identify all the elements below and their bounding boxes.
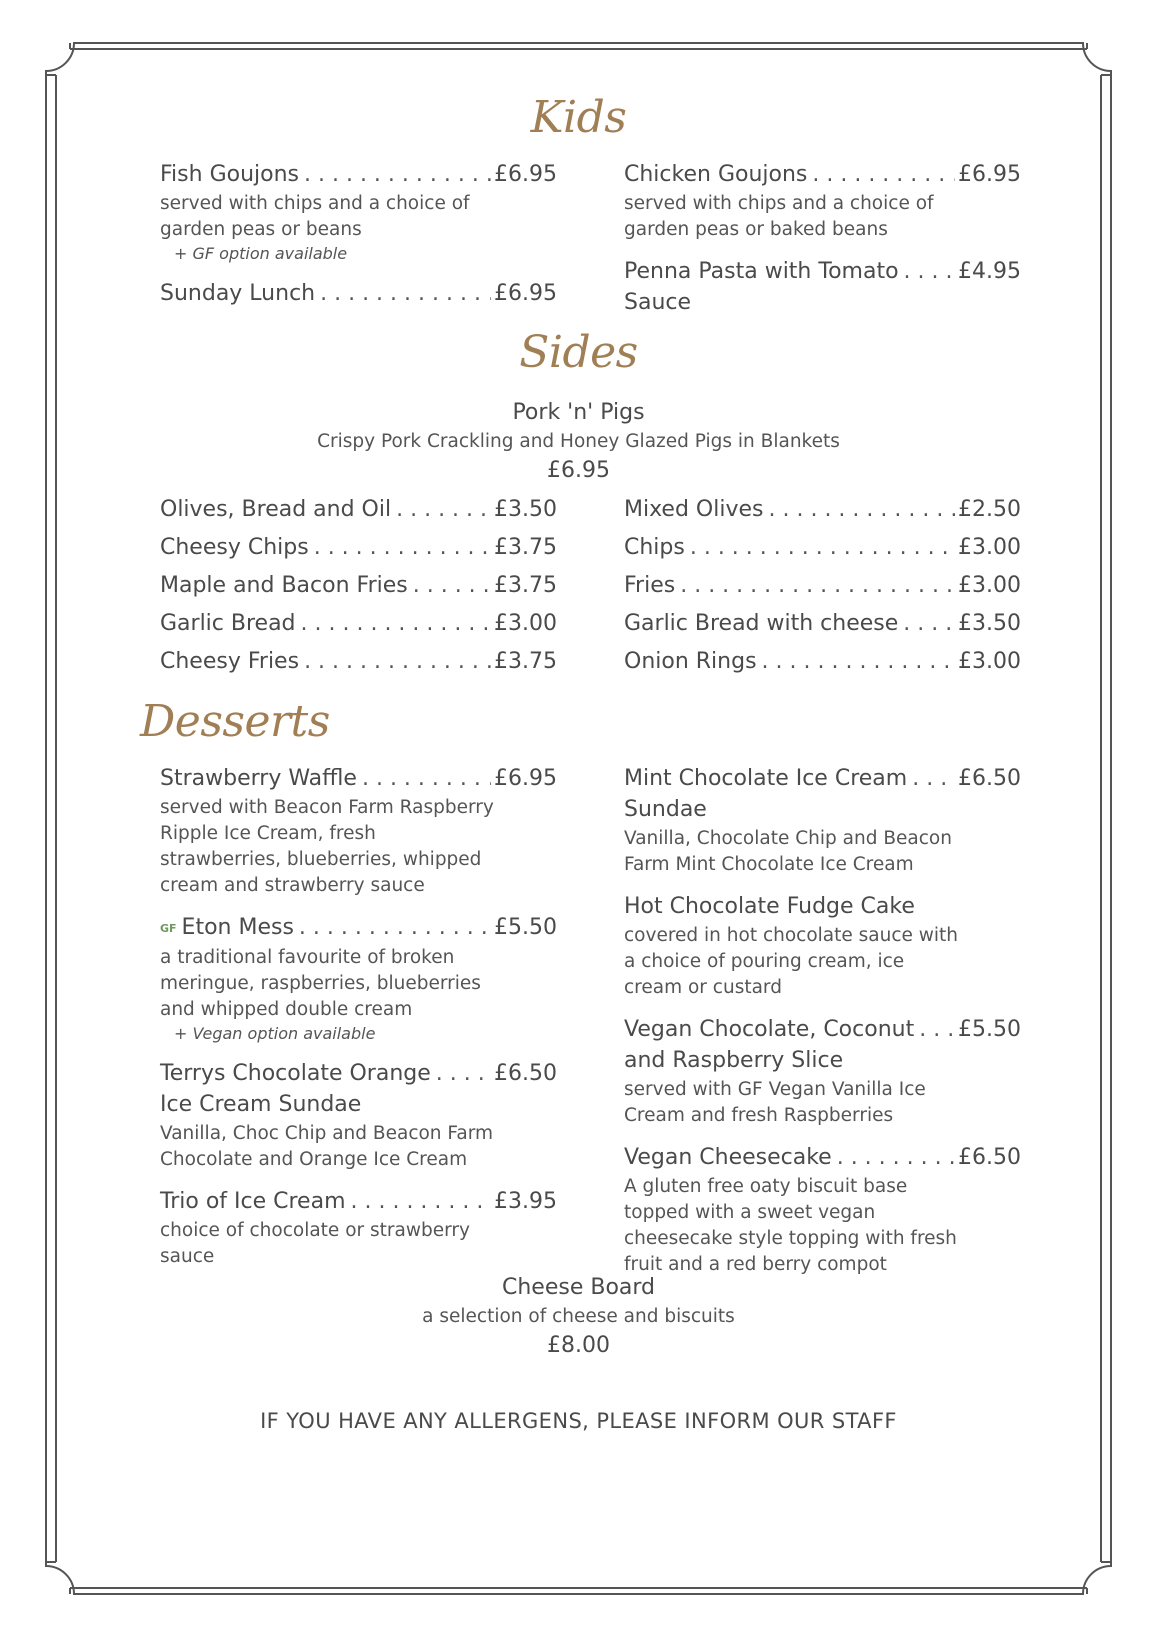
item-description: served with GF Vegan Vanilla Ice Cream and fresh Raspberries bbox=[624, 1079, 926, 1126]
item-name: Sunday Lunch bbox=[160, 281, 316, 306]
item-note: + Vegan option available bbox=[174, 1024, 376, 1043]
item-name: Maple and Bacon Fries bbox=[160, 573, 408, 598]
menu-item bbox=[160, 532, 557, 564]
menu-item bbox=[160, 912, 557, 1045]
section-heading-kids: Kids bbox=[530, 92, 627, 143]
item-price: £6.50 bbox=[494, 1061, 557, 1086]
menu-item bbox=[160, 763, 557, 899]
item-note: + GF option available bbox=[174, 244, 348, 263]
item-price: £3.00 bbox=[958, 649, 1021, 674]
menu-item bbox=[624, 1142, 1021, 1278]
dot-leader bbox=[762, 646, 955, 678]
sides-left-column bbox=[160, 494, 557, 684]
dot-leader bbox=[351, 1186, 492, 1218]
item-price: £3.95 bbox=[494, 1189, 557, 1214]
menu-item bbox=[624, 532, 1021, 564]
item-description: covered in hot chocolate sauce with a choice of pouring cream, ice cream or custard bbox=[624, 925, 959, 998]
dot-leader bbox=[314, 532, 491, 564]
item-name: Eton Mess bbox=[181, 915, 294, 940]
item-price: £4.95 bbox=[958, 259, 1021, 284]
dot-leader bbox=[320, 278, 491, 310]
menu-item bbox=[624, 608, 1021, 640]
item-price: £3.00 bbox=[958, 573, 1021, 598]
item-name: Trio of Ice Cream bbox=[160, 1189, 346, 1214]
allergen-notice: IF YOU HAVE ANY ALLERGENS, PLEASE INFORM OUR STAFF bbox=[260, 1409, 897, 1433]
item-name: Mint Chocolate Ice Cream bbox=[624, 766, 908, 791]
desserts-left-column bbox=[160, 763, 557, 1283]
section-heading-desserts: Desserts bbox=[140, 696, 330, 747]
dot-leader bbox=[769, 494, 956, 526]
item-name: Terrys Chocolate Orange bbox=[160, 1061, 431, 1086]
menu-item bbox=[160, 1058, 557, 1173]
item-name-continued: Sauce bbox=[624, 290, 692, 315]
menu-item bbox=[160, 278, 557, 310]
dot-leader bbox=[690, 532, 955, 564]
item-price: £3.50 bbox=[494, 497, 557, 522]
item-name: Fish Goujons bbox=[160, 162, 299, 187]
sides-right-column bbox=[624, 494, 1021, 684]
dot-leader bbox=[912, 763, 955, 795]
item-name-continued: Sundae bbox=[624, 797, 707, 822]
item-name-continued: Ice Cream Sundae bbox=[160, 1092, 362, 1117]
item-name: Onion Rings bbox=[624, 649, 757, 674]
dot-leader bbox=[299, 912, 491, 944]
item-name: Penna Pasta with Tomato bbox=[624, 259, 899, 284]
dot-leader bbox=[362, 763, 491, 795]
menu-item bbox=[160, 570, 557, 602]
dot-leader bbox=[812, 159, 955, 191]
item-name-continued: and Raspberry Slice bbox=[624, 1048, 844, 1073]
item-price: £6.95 bbox=[494, 766, 557, 791]
item-price: £6.95 bbox=[958, 162, 1021, 187]
item-description: a traditional favourite of broken meringue, raspberries, blueberries and whipped double cream bbox=[160, 947, 481, 1020]
menu-item bbox=[624, 646, 1021, 678]
item-price: £3.50 bbox=[958, 611, 1021, 636]
menu-item bbox=[160, 1186, 557, 1270]
item-price: £6.95 bbox=[494, 281, 557, 306]
featured-dessert bbox=[0, 1273, 1157, 1361]
menu-item bbox=[624, 891, 1021, 1001]
item-description: served with chips and a choice of garden peas or baked beans bbox=[624, 193, 934, 240]
item-name: Mixed Olives bbox=[624, 497, 764, 522]
item-name: Cheesy Chips bbox=[160, 535, 309, 560]
menu-item bbox=[624, 1014, 1021, 1129]
dot-leader bbox=[919, 1014, 955, 1046]
item-name: Garlic Bread with cheese bbox=[624, 611, 899, 636]
item-name: Cheesy Fries bbox=[160, 649, 300, 674]
item-price: £3.75 bbox=[494, 573, 557, 598]
item-name: Fries bbox=[624, 573, 676, 598]
dot-leader bbox=[301, 608, 491, 640]
dot-leader bbox=[680, 570, 955, 602]
item-name: Cheese Board bbox=[501, 1275, 656, 1300]
item-description: A gluten free oaty biscuit base topped with a sweet vegan cheesecake style topping with fresh fruit and a red berry compot bbox=[624, 1176, 957, 1275]
item-price: £3.75 bbox=[494, 649, 557, 674]
item-description: Crispy Pork Crackling and Honey Glazed Pigs in Blankets bbox=[317, 431, 840, 452]
item-price: £6.95 bbox=[494, 162, 557, 187]
item-description: Vanilla, Choc Chip and Beacon Farm Chocolate and Orange Ice Cream bbox=[160, 1123, 493, 1170]
menu-item bbox=[160, 159, 557, 265]
menu-item bbox=[160, 608, 557, 640]
menu-item bbox=[624, 256, 1021, 319]
dot-leader bbox=[304, 159, 491, 191]
item-price: £6.50 bbox=[958, 1145, 1021, 1170]
kids-left-column bbox=[160, 159, 557, 323]
gf-badge: GF bbox=[160, 922, 177, 935]
section-heading-sides: Sides bbox=[519, 327, 638, 378]
item-name: Hot Chocolate Fudge Cake bbox=[624, 894, 915, 919]
dot-leader bbox=[396, 494, 491, 526]
item-price: £3.00 bbox=[494, 611, 557, 636]
dot-leader bbox=[304, 646, 491, 678]
item-name: Strawberry Waffle bbox=[160, 766, 357, 791]
kids-right-column bbox=[624, 159, 1021, 332]
item-description: Vanilla, Chocolate Chip and Beacon Farm Mint Chocolate Ice Cream bbox=[624, 828, 952, 875]
dot-leader bbox=[903, 608, 955, 640]
item-price: £6.95 bbox=[547, 458, 610, 483]
item-name: Vegan Cheesecake bbox=[624, 1145, 832, 1170]
menu-item bbox=[624, 763, 1021, 878]
item-name: Pork 'n' Pigs bbox=[512, 400, 645, 425]
menu-item bbox=[624, 494, 1021, 526]
item-description: served with chips and a choice of garden peas or beans bbox=[160, 193, 470, 240]
item-name: Chicken Goujons bbox=[624, 162, 808, 187]
dot-leader bbox=[904, 256, 955, 288]
item-name-with-tag bbox=[160, 912, 299, 945]
menu-item bbox=[624, 159, 1021, 243]
featured-side bbox=[0, 398, 1157, 486]
menu-item bbox=[160, 646, 557, 678]
item-price: £5.50 bbox=[958, 1017, 1021, 1042]
item-name: Garlic Bread bbox=[160, 611, 296, 636]
dot-leader bbox=[436, 1058, 491, 1090]
item-name: Chips bbox=[624, 535, 685, 560]
item-name: Vegan Chocolate, Coconut bbox=[624, 1017, 915, 1042]
item-price: £8.00 bbox=[547, 1333, 610, 1358]
item-price: £5.50 bbox=[494, 915, 557, 940]
dot-leader bbox=[837, 1142, 955, 1174]
menu-item bbox=[160, 494, 557, 526]
item-name: Olives, Bread and Oil bbox=[160, 497, 392, 522]
item-description: a selection of cheese and biscuits bbox=[422, 1306, 735, 1327]
item-price: £3.75 bbox=[494, 535, 557, 560]
item-description: choice of chocolate or strawberry sauce bbox=[160, 1220, 470, 1267]
item-description: served with Beacon Farm Raspberry Ripple Ice Cream, fresh strawberries, blueberries, whipped cream and strawberry sauce bbox=[160, 797, 494, 896]
item-price: £3.00 bbox=[958, 535, 1021, 560]
dot-leader bbox=[413, 570, 491, 602]
item-price: £6.50 bbox=[958, 766, 1021, 791]
desserts-right-column bbox=[624, 763, 1021, 1291]
item-price: £2.50 bbox=[958, 497, 1021, 522]
menu-item bbox=[624, 570, 1021, 602]
